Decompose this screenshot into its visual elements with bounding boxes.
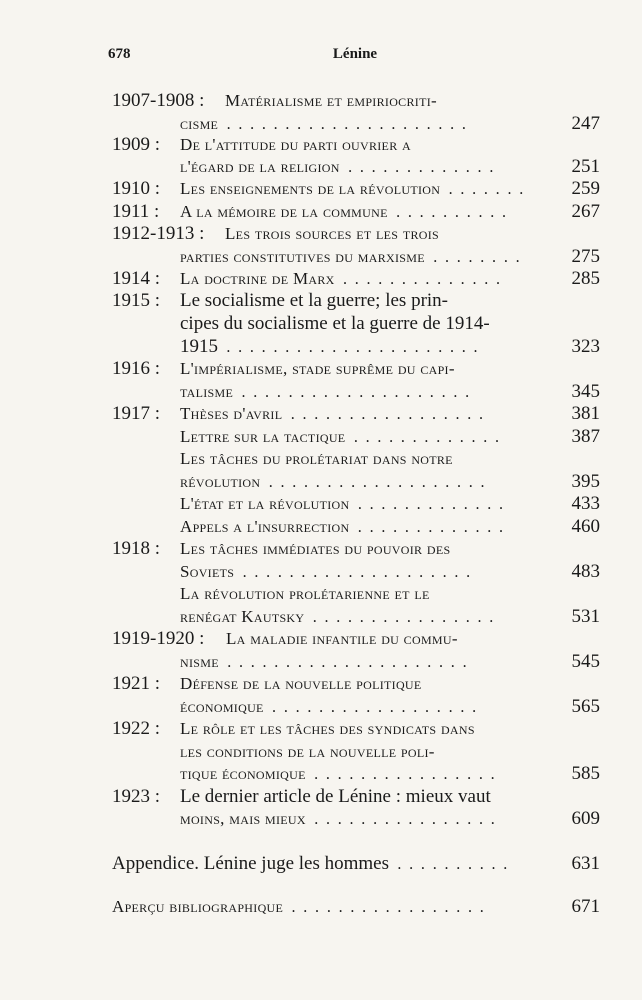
toc-page-number: 395	[571, 471, 600, 492]
toc-page-number: 609	[571, 808, 600, 829]
page-number: 678	[108, 46, 131, 62]
toc-entry	[0, 606, 642, 628]
leader-dots: .................	[290, 405, 491, 423]
toc-entry-title: Le rôle et les tâches des syndicats dans	[180, 719, 475, 738]
toc-entry-title: Les tâches du prolétariat dans notre	[180, 449, 453, 468]
toc-year-label: 1919-1920 :	[112, 628, 205, 649]
toc-entry	[0, 786, 642, 808]
toc-entry-title: Le dernier article de Lénine : mieux vaut	[180, 786, 491, 807]
toc-entry-title: A la mémoire de la commune	[180, 202, 388, 221]
toc-page-number: 381	[571, 403, 600, 424]
toc-entry	[0, 538, 642, 560]
toc-entry-title: économique	[180, 697, 264, 716]
toc-entry-title: les conditions de la nouvelle poli-	[180, 742, 435, 761]
leader-dots: .......	[448, 180, 531, 198]
leader-dots: .............	[347, 158, 501, 176]
toc-entry	[0, 134, 642, 156]
toc-entry-title: L'impérialisme, stade suprême du capi-	[180, 359, 455, 378]
leader-dots: ........	[432, 248, 527, 266]
leader-dots: ................	[312, 608, 501, 626]
toc-page-number: 345	[571, 381, 600, 402]
toc-year-label: 1918 :	[112, 538, 161, 559]
toc-entry-title: Aperçu bibliographique	[112, 897, 284, 916]
toc-entry	[0, 763, 642, 785]
leader-dots: ..............	[342, 270, 508, 288]
toc-entry	[0, 113, 642, 135]
toc-entry	[0, 673, 642, 695]
toc-entry-title: Thèses d'avril	[180, 404, 283, 423]
toc-year-label: 1912-1913 :	[112, 223, 205, 244]
toc-entry-title: parties constitutives du marxisme	[180, 247, 425, 266]
toc-entry	[0, 246, 642, 268]
leader-dots: ...................	[268, 473, 492, 491]
leader-dots: ....................	[241, 383, 477, 401]
toc-page-number: 631	[571, 853, 600, 874]
toc-entry-title: La doctrine de Marx	[180, 269, 335, 288]
toc-entry	[0, 381, 642, 403]
toc-entry-title: révolution	[180, 472, 261, 491]
toc-page-number: 387	[571, 426, 600, 447]
toc-entry	[0, 268, 642, 290]
toc-entry-title: Le socialisme et la guerre; les prin-	[180, 290, 449, 311]
toc-entry	[0, 808, 642, 830]
toc-entry-title: tique économique	[180, 764, 306, 783]
toc-entry-title: La révolution prolétarienne et le	[180, 584, 430, 603]
toc-entry	[0, 583, 642, 605]
toc-year-label: 1921 :	[112, 673, 161, 694]
toc-entry-title: Les tâches immédiates du pouvoir des	[180, 539, 451, 558]
toc-page-number: 585	[571, 763, 600, 784]
toc-entry-title: cipes du socialisme et la guerre de 1914-	[180, 313, 490, 334]
leader-dots: ....................	[242, 563, 478, 581]
toc-entry	[0, 336, 642, 358]
toc-year-label: 1910 :	[112, 178, 161, 199]
leader-dots: ......................	[226, 338, 485, 356]
toc-year-label: 1915 :	[112, 290, 161, 311]
toc-entry-title: nisme	[180, 652, 219, 671]
toc-entry-title: cisme	[180, 114, 219, 133]
toc-entry	[0, 561, 642, 583]
toc-entry-title: Les trois sources et les trois	[225, 224, 439, 243]
toc-entry-title: Matérialisme et empiriocriti-	[225, 91, 437, 110]
toc-entry-title: Les enseignements de la révolution	[180, 179, 441, 198]
leader-dots: .............	[357, 518, 511, 536]
toc-entry-title: Appels a l'insurrection	[180, 517, 350, 536]
toc-year-label: 1923 :	[112, 786, 161, 807]
toc-entry	[0, 426, 642, 448]
toc-entry-title: moins, mais mieux	[180, 809, 306, 828]
toc-entry	[0, 516, 642, 538]
toc-page-number: 259	[571, 178, 600, 199]
leader-dots: .............	[353, 428, 507, 446]
toc-page-number: 671	[571, 896, 600, 917]
leader-dots: .............	[357, 495, 511, 513]
toc-page-number: 460	[571, 516, 600, 537]
toc-year-label: 1922 :	[112, 718, 161, 739]
toc-entry	[0, 201, 642, 223]
toc-entry	[0, 290, 642, 312]
toc-year-label: 1916 :	[112, 358, 161, 379]
leader-dots: ................	[313, 765, 502, 783]
toc-entry-title: renégat Kautsky	[180, 607, 305, 626]
toc-year-label: 1907-1908 :	[112, 90, 205, 111]
leader-dots: .....................	[226, 115, 474, 133]
toc-entry	[0, 741, 642, 763]
leader-dots: .................	[291, 898, 492, 916]
toc-entry	[0, 156, 642, 178]
toc-entry-title: talisme	[180, 382, 234, 401]
toc-entry-title: De l'attitude du parti ouvrier a	[180, 135, 412, 154]
toc-entry	[0, 493, 642, 515]
toc-entry	[0, 403, 642, 425]
toc-page-number: 565	[571, 696, 600, 717]
toc-page-number: 433	[571, 493, 600, 514]
toc-entry	[0, 651, 642, 673]
toc-page-number: 251	[571, 156, 600, 177]
toc-entry	[0, 223, 642, 245]
toc-year-label: 1917 :	[112, 403, 161, 424]
toc-entry-title: Appendice. Lénine juge les hommes	[112, 853, 390, 874]
toc-page-number: 323	[571, 336, 600, 357]
running-title: Lénine	[332, 46, 378, 62]
leader-dots: ..........	[397, 855, 515, 873]
toc-entry	[0, 853, 642, 875]
toc-entry-title: Défense de la nouvelle politique	[180, 674, 422, 693]
toc-entry-title: 1915	[180, 336, 218, 357]
leader-dots: ..........	[395, 203, 514, 221]
toc-year-label: 1909 :	[112, 134, 161, 155]
toc-year-label: 1911 :	[112, 201, 160, 222]
leader-dots: ................	[313, 810, 503, 828]
toc-entry	[0, 628, 642, 650]
toc-entry	[0, 178, 642, 200]
toc-entry-title: Soviets	[180, 562, 235, 581]
toc-entry-title: La maladie infantile du commu-	[226, 629, 458, 648]
toc-entry-title: Lettre sur la tactique	[180, 427, 346, 446]
toc-entry	[0, 313, 642, 335]
toc-page-number: 285	[571, 268, 600, 289]
toc-entry	[0, 358, 642, 380]
toc-entry	[0, 471, 642, 493]
toc-entry	[0, 448, 642, 470]
toc-page-number: 267	[571, 201, 600, 222]
toc-entry	[0, 696, 642, 718]
toc-entry	[0, 90, 642, 112]
toc-entry	[0, 896, 642, 918]
toc-page-number: 483	[571, 561, 600, 582]
toc-entry	[0, 718, 642, 740]
toc-page-number: 275	[571, 246, 600, 267]
toc-entry-title: L'état et la révolution	[180, 494, 350, 513]
toc-entry-title: l'égard de la religion	[180, 157, 340, 176]
toc-page-number: 545	[571, 651, 600, 672]
toc-page-number: 531	[571, 606, 600, 627]
toc-year-label: 1914 :	[112, 268, 161, 289]
leader-dots: .....................	[226, 653, 474, 671]
leader-dots: ..................	[271, 698, 484, 716]
toc-page-number: 247	[571, 113, 600, 134]
